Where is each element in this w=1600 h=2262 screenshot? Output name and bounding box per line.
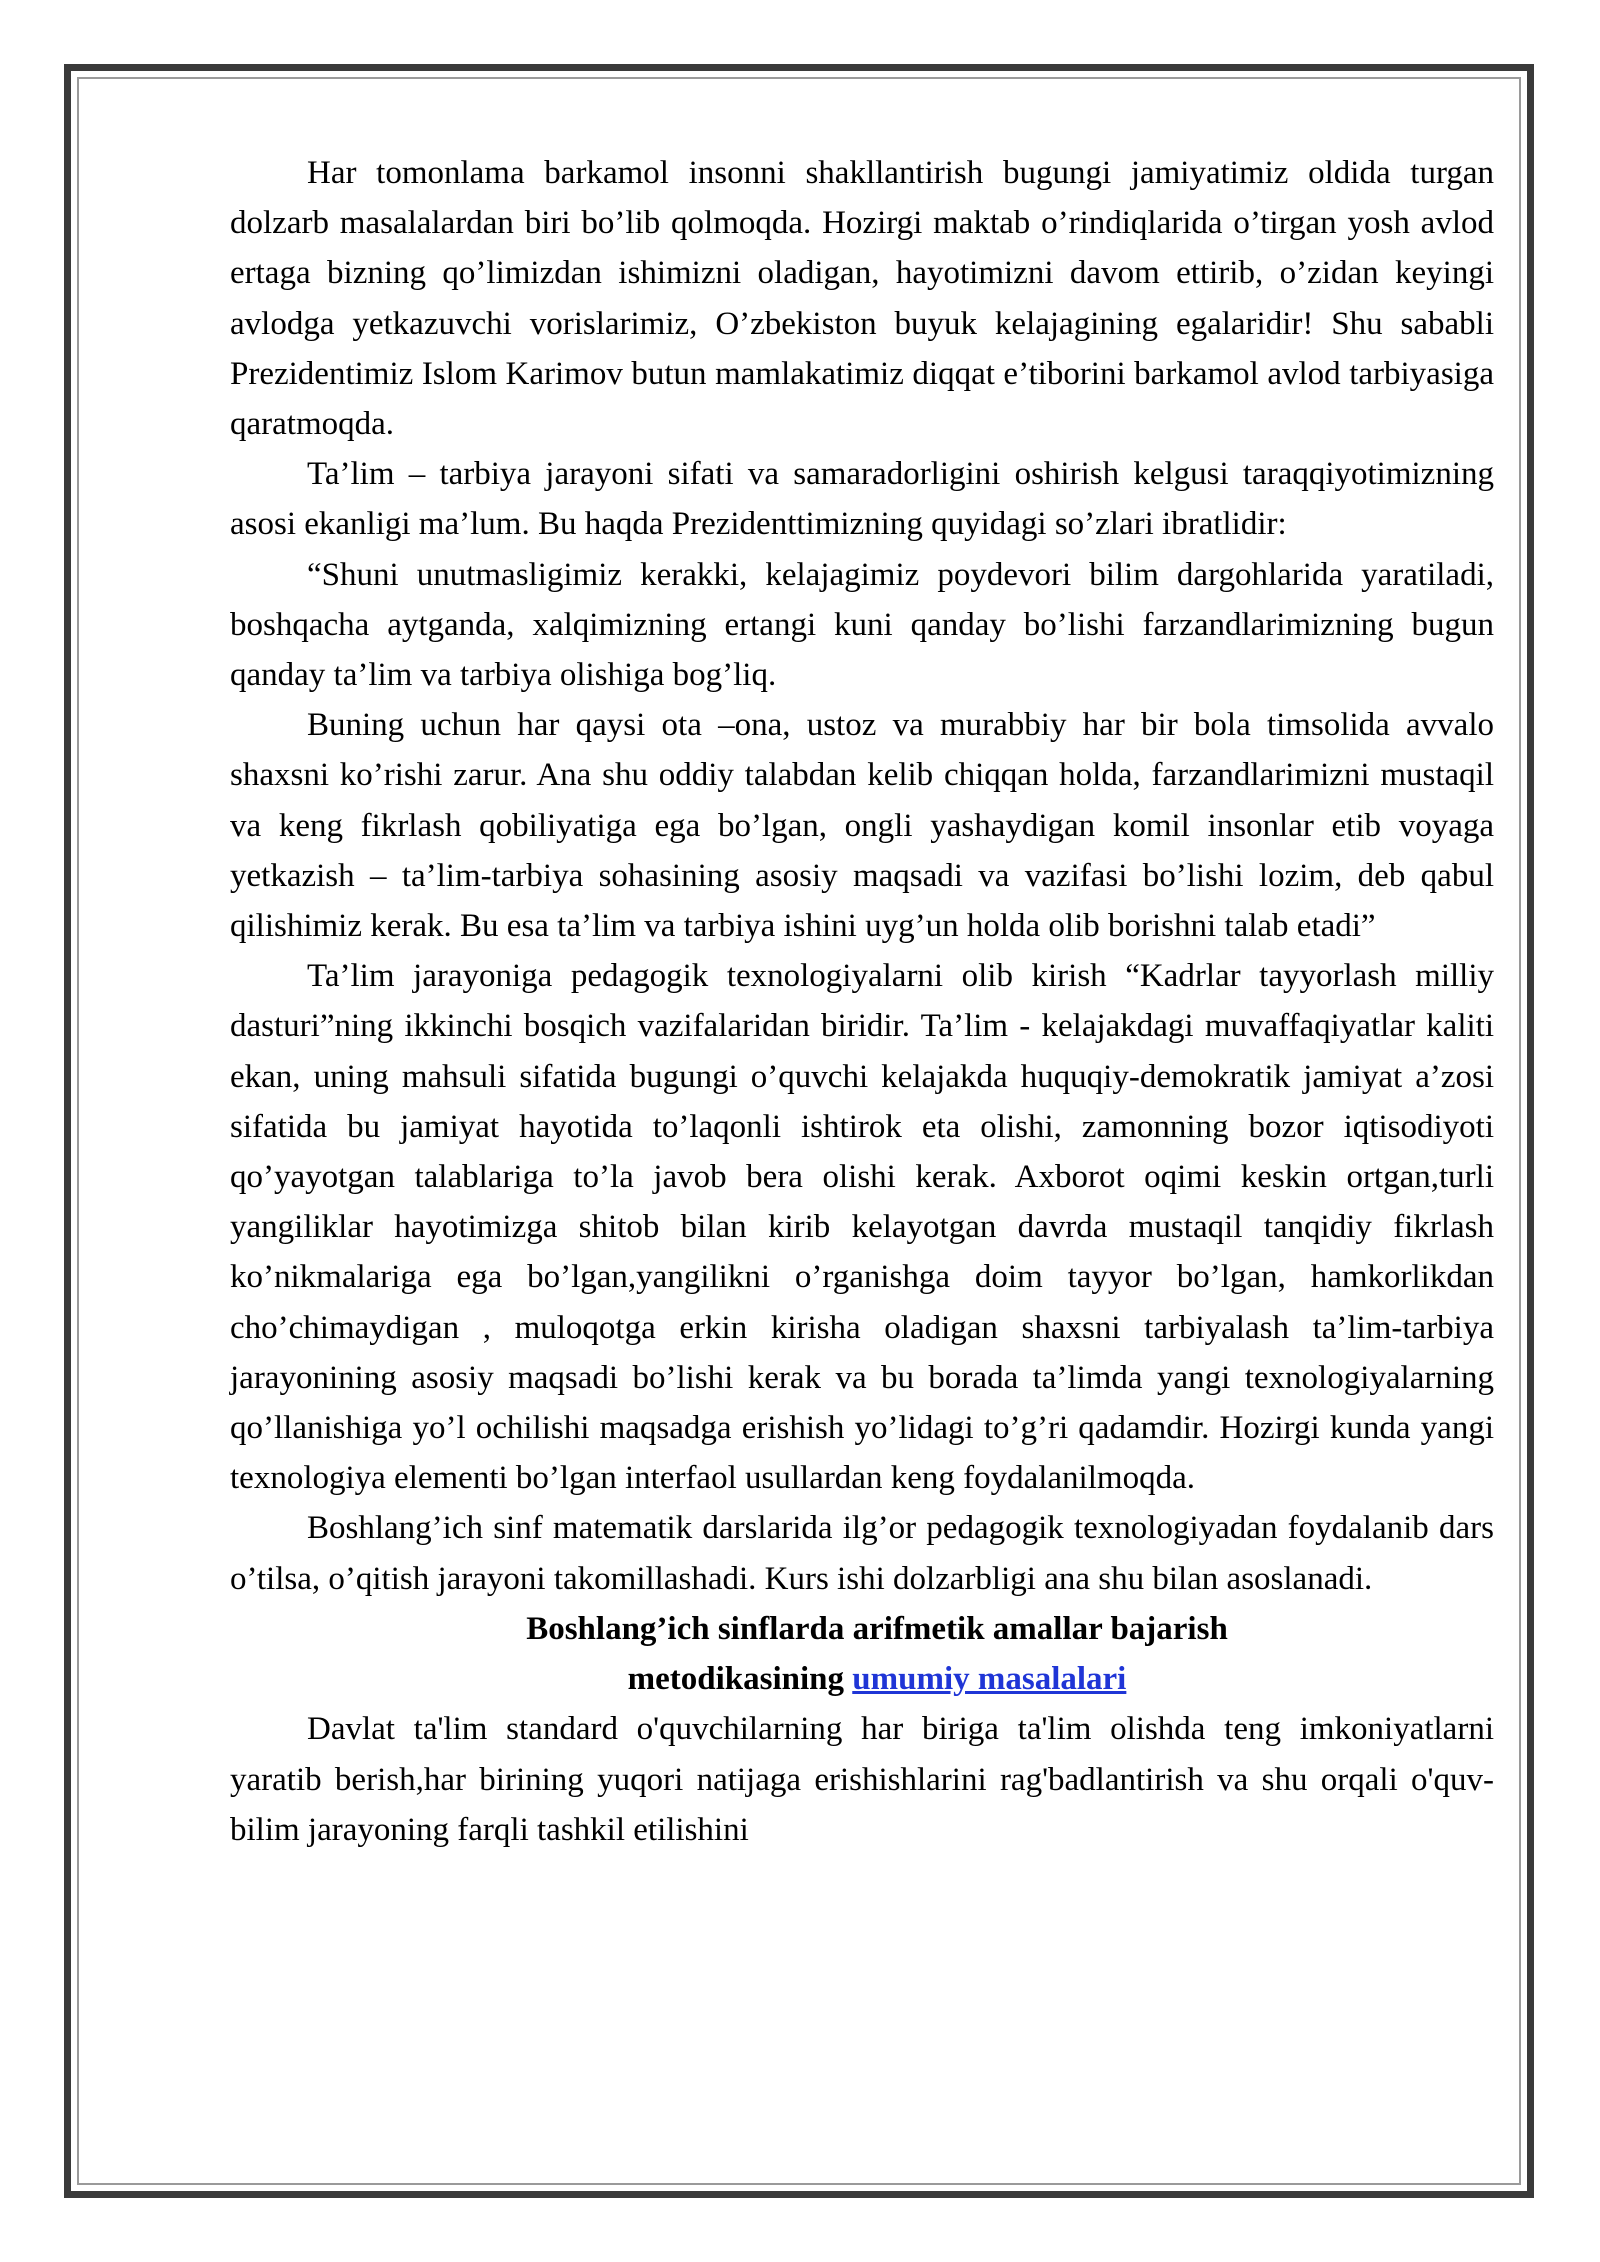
paragraph-2: Ta’lim – tarbiya jarayoni sifati va samaradorligini oshirish kelgusi taraqqiyotimizning asosi ekanligi ma’lum. Bu haqda Prezidenttimizning quyidagi so’zlari ibratlidir: [230, 456, 1494, 543]
paragraph-1: Har tomonlama barkamol insonni shakllantirish bugungi jamiyatimiz oldida turgan dolzarb masalalardan biri bo’lib qolmoqda. Hozirgi maktab o’rindiqlarida o’tirgan yosh avlod ertaga bizning qo’limizdan ishimizni oladigan, hayotimizni davom ettirib, o’zidan keyingi avlodga yetkazuvchi vorislarimiz, O’zbekiston buyuk kelajagining egalaridir! Shu sababli Prezidentimiz Islom Karimov butun mamlakatimiz diqqat e’tiborini barkamol avlod tarbiyasiga qaratmoqda. [230, 155, 1494, 443]
section-heading-line1: Boshlang’ich sinflarda arifmetik amallar bajarish [526, 1610, 1228, 1647]
section-heading [230, 1604, 1494, 1704]
paragraph-6: Boshlang’ich sinf matematik darslarida ilg’or pedagogik texnologiyadan foydalanib dars o’tilsa, o’qitish jarayoni takomillashadi. Kurs ishi dolzarbligi ana shu bilan asoslanadi. [230, 1510, 1494, 1597]
paragraph-4: Buning uchun har qaysi ota –ona, ustoz va murabbiy har bir bola timsolida avvalo shaxsni ko’rishi zarur. Ana shu oddiy talabdan kelib chiqqan holda, farzandlarimizni mustaqil va keng fikrlash qobiliyatiga ega bo’lgan, ongli yashaydigan komil insonlar etib voyaga yetkazish – ta’lim-tarbiya sohasining asosiy maqsadi va vazifasi bo’lishi lozim, deb qabul qilishimiz kerak. Bu esa ta’lim va tarbiya ishini uyg’un holda olib borishni talab etadi” [230, 707, 1494, 945]
paragraph-3-quote: “Shuni unutmasligimiz kerakki, kelajagimiz poydevori bilim dargohlarida yaratiladi, boshqacha aytganda, xalqimizning ertangi kuni qanday bo’lishi farzandlarimizning bugun qanday ta’lim va tarbiya olishiga bog’liq. [230, 556, 1494, 694]
closing-paragraph: Davlat ta'lim standard o'quvchilarning har biriga ta'lim olishda teng imkoniyatlarni yaratib berish,har birining yuqori natijaga erishishlarini rag'badlantirish va shu orqali o'quv- bilim jarayoning farqli tashkil etilishini [230, 1711, 1494, 1848]
section-heading-prefix: metodikasining [627, 1661, 853, 1698]
paragraph-5: Ta’lim jarayoniga pedagogik texnologiyalarni olib kirish “Kadrlar tayyorlash milliy dasturi”ning ikkinchi bosqich vazifalaridan biridir. Ta’lim - kelajakdagi muvaffaqiyatlar kaliti ekan, uning mahsuli sifatida bugungi o’quvchi kelajakda huquqiy-demokratik jamiyat a’zosi sifatida bu jamiyat hayotida to’laqonli ishtirok eta olishi, zamonning bozor iqtisodiyoti qo’yayotgan talablariga to’la javob bera olishi kerak. Axborot oqimi keskin ortgan,turli yangiliklar hayotimizga shitob bilan kirib kelayotgan davrda mustaqil tanqidiy fikrlash ko’nikmalariga ega bo’lgan,yangilikni o’rganishga doim tayyor bo’lgan, hamkorlikdan cho’chimaydigan , muloqotga erkin kirisha oladigan shaxsni tarbiyalash ta’lim-tarbiya jarayonining asosiy maqsadi bo’lishi kerak va bu borada ta’limda yangi texnologiyalarning qo’llanishiga yo’l ochilishi maqsadga erishish yo’lidagi to’g’ri qadamdir. Hozirgi kunda yangi texnologiya elementi bo’lgan interfaol usullardan keng foydalanilmoqda. [230, 958, 1494, 1497]
heading-link[interactable]: umumiy masalalari [852, 1661, 1127, 1698]
document-body [230, 148, 1494, 1855]
section-heading-line2 [230, 1654, 1494, 1704]
